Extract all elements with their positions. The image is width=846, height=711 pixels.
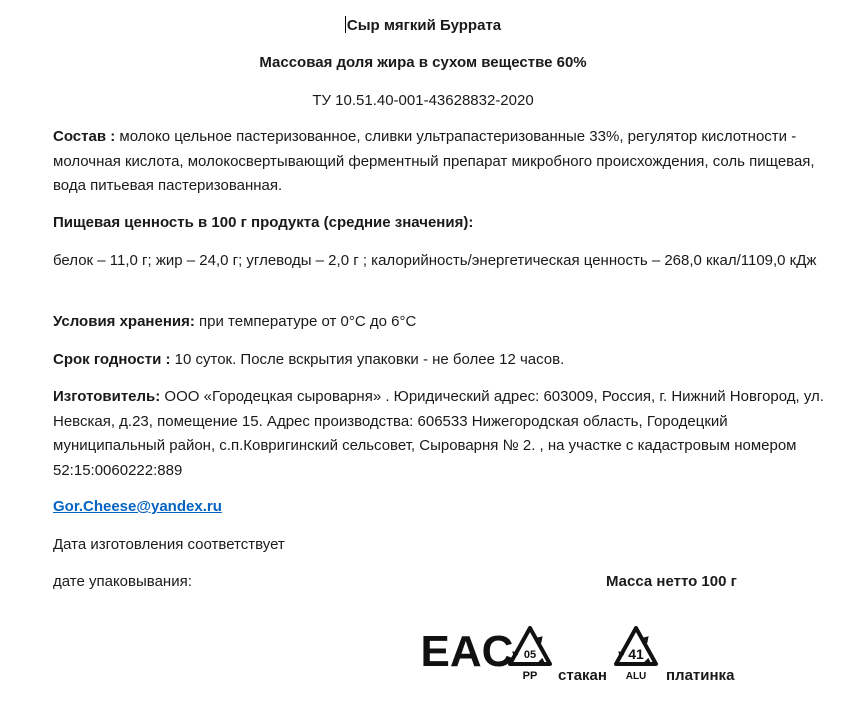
recycle-alu-code: ALU: [625, 671, 647, 682]
alu-item-label: платинка: [666, 667, 735, 684]
email-link[interactable]: Gor.Cheese@yandex.ru: [53, 498, 222, 515]
storage-label: Условия хранения:: [53, 313, 195, 330]
manufacturer-text: ООО «Городецкая сыроварня» . Юридический адрес: 603009, Россия, г. Нижний Новгород, ул. Невская, д.23, помещение 15. Адрес производства: 606533 Нижегородская область, Городецкий муниципальный район, с.п.Ковригинский сельсовет, Сыроварня № 2. , на участке с кадастровым номером 52:15:0060222:889: [53, 388, 824, 479]
recycle-alu-number: 41: [628, 646, 644, 662]
recycle-pp-icon: [506, 624, 554, 682]
product-name-text: Сыр мягкий Буррата: [346, 17, 502, 34]
technical-standard: ТУ 10.51.40-001-43628832-2020: [312, 92, 534, 109]
storage-text: при температуре от 0°С до 6°С: [194, 313, 417, 330]
fat-content: Массовая доля жира в сухом веществе 60%: [259, 54, 587, 71]
email-link-wrapper: [53, 498, 222, 515]
packaging-date-line: дате упаковывания:: [53, 573, 192, 590]
manufacturer-paragraph: [53, 385, 833, 483]
recycle-pp-code: PP: [522, 670, 538, 682]
text-cursor: [345, 16, 346, 33]
nutrition-values: белок – 11,0 г; жир – 24,0 г; углеводы – 2,0 г ; калорийность/энергетическая ценность – 268,0 ккал/1109,0 кДж: [53, 252, 817, 269]
recycle-pp-number: 05: [523, 649, 537, 661]
nutrition-heading: Пищевая ценность в 100 г продукта (средние значения):: [53, 214, 474, 231]
composition-paragraph: [53, 125, 833, 199]
shelf-life-label: Срок годности :: [53, 351, 171, 368]
composition-text: молоко цельное пастеризованное, сливки ультрапастеризованные 33%, регулятор кислотности - молочная кислота, молокосвертывающий ферментный препарат микробного происхождения, соль пищевая, вода питьевая пастеризованная.: [53, 128, 815, 194]
production-date-line: Дата изготовления соответствует: [53, 536, 285, 553]
shelf-life-text: 10 суток. После вскрытия упаковки - не более 12 часов.: [170, 351, 565, 368]
product-name: [0, 16, 846, 34]
eac-mark-icon: [420, 608, 514, 680]
eac-mark-text: EAC: [420, 627, 514, 676]
recycle-alu-icon: [612, 624, 660, 682]
composition-label: Состав :: [53, 128, 116, 145]
shelf-life: [53, 351, 564, 368]
pp-item-label: стакан: [558, 667, 607, 684]
manufacturer-label: Изготовитель:: [53, 388, 161, 405]
net-weight: Масса нетто 100 г: [606, 573, 737, 590]
storage-conditions: [53, 313, 416, 330]
